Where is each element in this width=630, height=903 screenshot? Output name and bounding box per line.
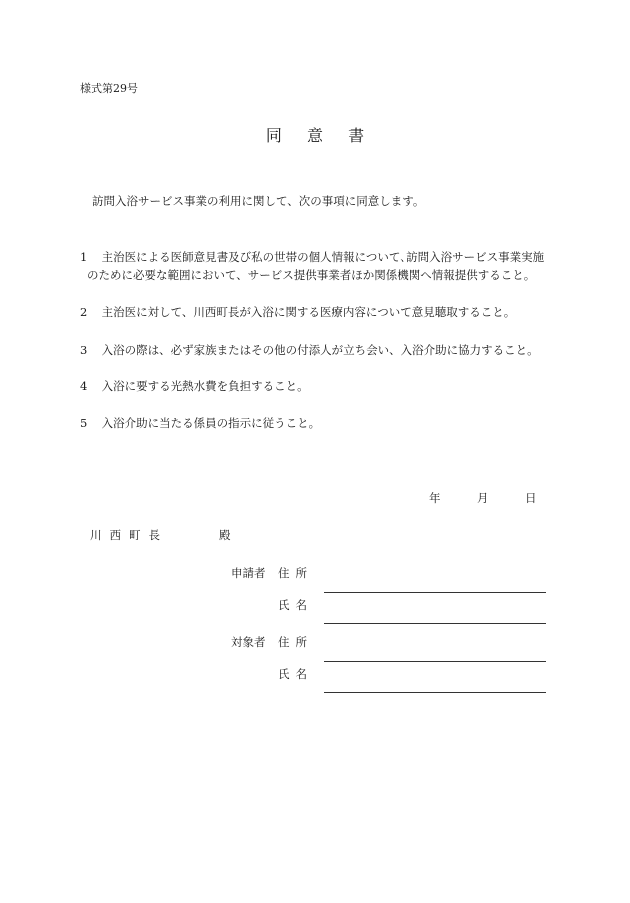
item-number: 4	[80, 379, 88, 393]
item-text: 入浴の際は、必ず家族またはその他の付添人が立ち会い、入浴介助に協力すること。	[101, 343, 539, 357]
recipient: 川西町長	[90, 528, 168, 542]
consent-item-3	[80, 343, 539, 357]
intro-text: 訪問入浴サービス事業の利用に関して、次の事項に同意します。	[92, 194, 425, 208]
subject-role-label: 対象者	[231, 635, 266, 649]
applicant-address-field[interactable]	[324, 592, 546, 593]
date-month-label: 月	[477, 491, 489, 505]
applicant-role-label: 申請者	[231, 566, 266, 580]
applicant-name-label: 氏名	[278, 598, 313, 612]
applicant-name-field[interactable]	[324, 623, 546, 624]
item-text: 主治医に対して、川西町長が入浴に関する医療内容について意見聴取すること。	[101, 305, 516, 319]
consent-item-1-continuation: のために必要な範囲において、サービス提供事業者ほか関係機関へ情報提供すること。	[87, 268, 536, 282]
consent-item-2	[80, 305, 515, 319]
date-year-label: 年	[429, 491, 441, 505]
consent-item-4	[80, 379, 309, 393]
applicant-address-label: 住所	[278, 566, 313, 580]
consent-item-1	[80, 250, 544, 264]
item-text: 主治医による医師意見書及び私の世帯の個人情報について､訪問入浴サービス事業実施	[101, 250, 545, 264]
subject-address-field[interactable]	[324, 661, 546, 662]
item-number: 5	[80, 416, 88, 430]
consent-item-5	[80, 416, 320, 430]
item-text: 入浴に要する光熱水費を負担すること。	[101, 379, 309, 393]
date-day-label: 日	[525, 491, 537, 505]
honorific: 殿	[219, 528, 231, 542]
form-number: 様式第29号	[80, 82, 138, 95]
subject-name-field[interactable]	[324, 692, 546, 693]
document-title: 同 意 書	[265, 126, 375, 145]
subject-name-label: 氏名	[278, 667, 313, 681]
item-number: 1	[80, 250, 88, 264]
subject-address-label: 住所	[278, 635, 313, 649]
item-number: 2	[80, 305, 88, 319]
item-number: 3	[80, 343, 88, 357]
item-text: 入浴介助に当たる係員の指示に従うこと。	[101, 416, 321, 430]
